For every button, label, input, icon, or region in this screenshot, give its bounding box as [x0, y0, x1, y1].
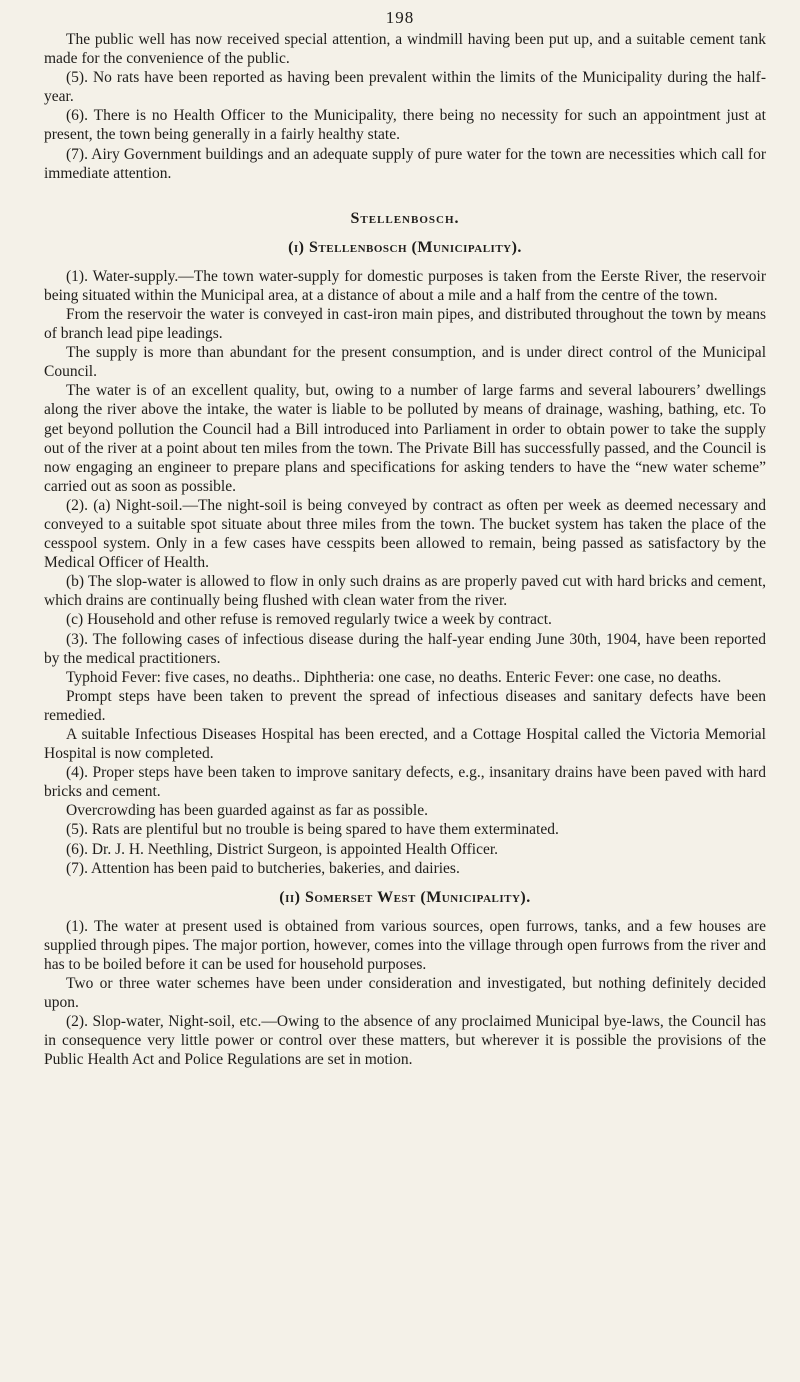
page-number: 198: [385, 8, 415, 27]
paragraph: Prompt steps have been taken to prevent the spread of infectious diseases and sanitary defects have been remedied.: [44, 687, 766, 724]
paragraph: The public well has now received special attention, a windmill having been put up, and a suitable cement tank made for the convenience of the public.: [44, 31, 766, 68]
subsection-title-stellenbosch: (i) Stellenbosch (Municipality).: [288, 238, 522, 256]
page-body: [44, 30, 766, 1070]
paragraph: (6). There is no Health Officer to the Municipality, there being no necessity for such an appointment just at present, the town being generally in a fairly healthy state.: [44, 107, 766, 144]
section-title: Stellenbosch.: [350, 209, 460, 227]
intro-block: [44, 30, 766, 183]
subsection-title-somerset-west: (ii) Somerset West (Municipality).: [279, 888, 531, 906]
paragraph: (1). Water-supply.—The town water-supply for domestic purposes is taken from the Eerste River, the reservoir being situated within the Municipal area, at a distance of about a mile and a half from the centre of the town.: [44, 267, 766, 304]
paragraph: Overcrowding has been guarded against as far as possible.: [66, 802, 428, 820]
paragraph: (1). The water at present used is obtained from various sources, open furrows, tanks, and a few houses are supplied through pipes. The major portion, however, comes into the village through open furrows from the river and has to be boiled before it can be used for household purposes.: [44, 917, 766, 973]
paragraph: (5). No rats have been reported as having been prevalent within the limits of the Municipality during the half-year.: [44, 69, 766, 106]
paragraph: (5). Rats are plentiful but no trouble is being spared to have them exterminated.: [66, 821, 559, 839]
paragraph: Typhoid Fever: five cases, no deaths.. Diphtheria: one case, no deaths. Enteric Fever: one case, no deaths.: [66, 668, 722, 686]
paragraph: Two or three water schemes have been under consideration and investigated, but nothing definitely decided upon.: [44, 975, 766, 1012]
paragraph: (7). Airy Government buildings and an adequate supply of pure water for the town are necessities which call for immediate attention.: [44, 145, 766, 182]
paragraph: (3). The following cases of infectious disease during the half-year ending June 30th, 1904, have been reported by the medical practitioners.: [44, 630, 766, 667]
paragraph: A suitable Infectious Diseases Hospital has been erected, and a Cottage Hospital called the Victoria Memorial Hospital is now completed.: [44, 726, 766, 763]
paragraph: From the reservoir the water is conveyed in cast-iron main pipes, and distributed throughout the town by means of branch lead pipe leadings.: [44, 305, 766, 343]
paragraph: (2). (a) Night-soil.—The night-soil is being conveyed by contract as often per week as deemed necessary and conveyed to a suitable spot situate about three miles from the town. The bucket system has taken the place of the cesspool system. Only in a few cases have cesspits been allowed to remain, being passed as satisfactory by the Medical Officer of Health.: [44, 496, 766, 572]
paragraph: (b) The slop-water is allowed to flow in only such drains as are properly paved cut with hard bricks and cement, which drains are continually being flushed with clean water from the river.: [44, 573, 766, 610]
paragraph: (2). Slop-water, Night-soil, etc.—Owing to the absence of any proclaimed Municipal bye-laws, the Council has in consequence very little power or control over these matters, but wherever it is possible the provisions of the Public Health Act and Police Regulations are set in motion.: [44, 1013, 766, 1069]
paragraph: (4). Proper steps have been taken to improve sanitary defects, e.g., insanitary drains have been paved with hard bricks and cement.: [44, 764, 766, 801]
paragraph: (7). Attention has been paid to butcheries, bakeries, and dairies.: [66, 859, 460, 877]
paragraph: (6). Dr. J. H. Neethling, District Surgeon, is appointed Health Officer.: [66, 840, 499, 858]
paragraph: (c) Household and other refuse is removed regularly twice a week by contract.: [66, 611, 552, 629]
stellenbosch-block: [44, 267, 766, 878]
paragraph: The water is of an excellent quality, but, owing to a number of large farms and several labourers’ dwellings along the river above the intake, the water is liable to be polluted by means of drainage, washing, bathing, etc. To get beyond pollution the Council had a Bill introduced into Parliament in order to obtain power to take the supply out of the river at a point about ten miles from the town. The Private Bill has successfully passed, and the Council is now engaging an engineer to prepare plans and specifications for asking tenders to have the “new water scheme” carried out as soon as possible.: [44, 382, 766, 495]
paragraph: The supply is more than abundant for the present consumption, and is under direct control of the Municipal Council.: [44, 344, 766, 381]
somerset-west-block: [44, 917, 766, 1070]
